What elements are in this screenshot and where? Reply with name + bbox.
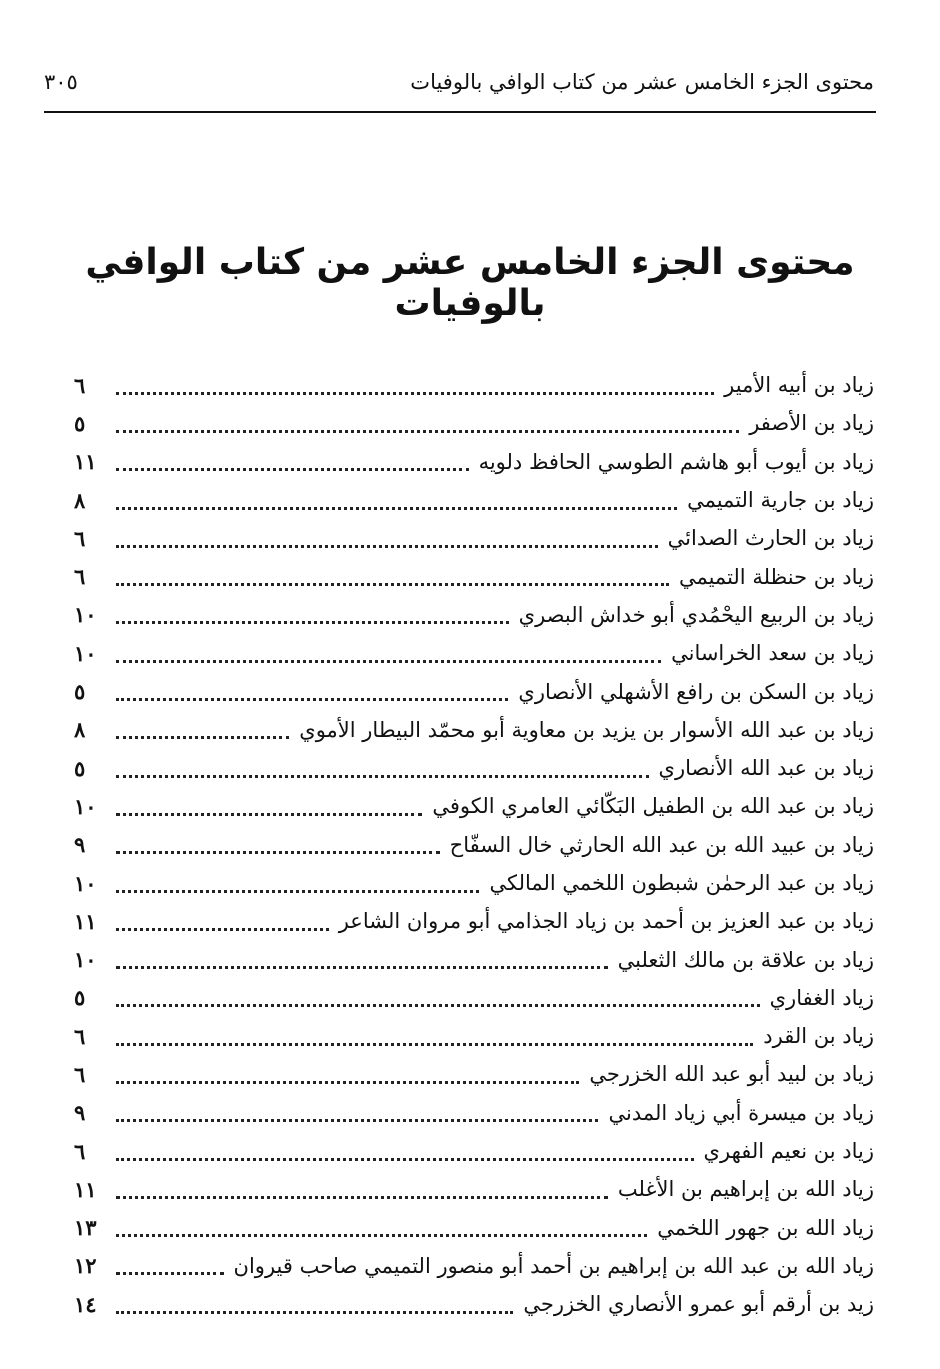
- dot-leader: [116, 1311, 513, 1314]
- toc-entry: [74, 940, 874, 978]
- toc-entry-page: ٥: [74, 410, 86, 436]
- dot-leader: [116, 851, 440, 854]
- toc-entry: [74, 711, 874, 749]
- dot-leader: [116, 430, 739, 433]
- dot-leader: [116, 775, 649, 778]
- toc-entry-name: زياد بن نعيم الفهري: [703, 1139, 874, 1164]
- toc-entry-name: زياد بن عبيد الله بن عبد الله الحارثي خال السفّاح: [449, 832, 874, 857]
- toc-entry: [74, 826, 874, 864]
- toc-entry-name: زياد بن أبيه الأمير: [724, 373, 874, 398]
- toc-entry: [74, 366, 874, 404]
- toc-entry-page: ١٤: [74, 1291, 97, 1317]
- header-divider: [44, 111, 876, 113]
- toc-entry-name: زياد بن سعد الخراساني: [671, 641, 874, 666]
- toc-entry-page: ١٠: [74, 793, 97, 819]
- toc-entry-page: ٨: [74, 717, 86, 743]
- toc-entry-page: ١٠: [74, 602, 97, 628]
- toc-entry: [74, 557, 874, 595]
- toc-entry-name: زياد بن عبد الله بن الطفيل البَكّائي العامري الكوفي: [432, 794, 874, 819]
- toc-entry: [74, 979, 874, 1017]
- toc-entry-name: زياد بن القرد: [763, 1024, 874, 1049]
- toc-entry-name: زياد بن ميسرة أبي زياد المدني: [608, 1100, 874, 1125]
- toc-entry-page: ١١: [74, 449, 97, 475]
- toc-entry-page: ١١: [74, 1176, 97, 1202]
- dot-leader: [116, 928, 329, 931]
- toc-entry-page: ٦: [74, 525, 86, 551]
- toc-entry-page: ١٢: [74, 1253, 97, 1279]
- toc-entry-name: زياد الغفاري: [769, 985, 874, 1010]
- page-title: محتوى الجزء الخامس عشر من كتاب الوافي بالوفيات: [85, 242, 855, 325]
- toc-entry-name: زياد بن جارية التميمي: [687, 488, 874, 513]
- dot-leader: [116, 1119, 598, 1122]
- toc-entry-name: زياد بن حنظلة التميمي: [678, 564, 874, 589]
- toc-entry-name: زياد بن الحارث الصدائي: [667, 526, 874, 551]
- toc-entry: [74, 864, 874, 902]
- toc-entry: [74, 1170, 874, 1208]
- dot-leader: [116, 468, 469, 471]
- table-of-contents: [74, 366, 874, 1323]
- toc-entry: [74, 1247, 874, 1285]
- toc-entry-page: ٩: [74, 1100, 86, 1126]
- toc-entry-name: زياد بن الأصفر: [749, 411, 874, 436]
- dot-leader: [116, 392, 714, 395]
- toc-entry-page: ١٠: [74, 947, 97, 973]
- toc-entry: [74, 1209, 874, 1247]
- dot-leader: [116, 507, 677, 510]
- toc-entry: [74, 1285, 874, 1323]
- dot-leader: [116, 621, 509, 624]
- toc-entry: [74, 1017, 874, 1055]
- toc-entry-name: زياد بن السكن بن رافع الأشهلي الأنصاري: [518, 679, 874, 704]
- toc-entry-page: ٥: [74, 755, 86, 781]
- toc-entry: [74, 749, 874, 787]
- dot-leader: [116, 660, 661, 663]
- toc-entry: [74, 634, 874, 672]
- toc-entry-page: ٥: [74, 679, 86, 705]
- toc-entry-page: ١٠: [74, 640, 97, 666]
- running-title: محتوى الجزء الخامس عشر من كتاب الوافي بالوفيات: [410, 70, 874, 94]
- toc-entry-page: ٨: [74, 487, 86, 513]
- toc-entry-name: زياد بن عبد الرحمٰن شبطون اللخمي المالكي: [489, 871, 874, 895]
- dot-leader: [116, 1081, 579, 1084]
- toc-entry: [74, 1094, 874, 1132]
- toc-entry-name: زياد بن الربيع اليحْمُدي أبو خداش البصري: [518, 602, 874, 627]
- toc-entry-name: زياد الله بن إبراهيم بن الأغلب: [617, 1177, 874, 1202]
- dot-leader: [116, 583, 669, 586]
- dot-leader: [116, 545, 658, 548]
- toc-entry-name: زياد الله بن عبد الله بن إبراهيم بن أحمد أبو منصور التميمي صاحب قيروان: [233, 1253, 874, 1278]
- dot-leader: [116, 736, 289, 739]
- toc-entry-page: ٦: [74, 1061, 86, 1087]
- dot-leader: [116, 966, 608, 969]
- toc-entry-name: زياد بن أيوب أبو هاشم الطوسي الحافظ دلويه: [478, 449, 874, 474]
- toc-entry-page: ١٠: [74, 870, 97, 896]
- toc-entry-page: ٦: [74, 372, 86, 398]
- toc-entry: [74, 596, 874, 634]
- dot-leader: [116, 890, 479, 893]
- toc-entry: [74, 481, 874, 519]
- page-number: ٣٠٥: [44, 70, 78, 94]
- toc-entry: [74, 443, 874, 481]
- dot-leader: [116, 813, 422, 816]
- toc-entry: [74, 1132, 874, 1170]
- toc-entry-page: ٩: [74, 832, 86, 858]
- toc-entry-page: ١١: [74, 908, 97, 934]
- toc-entry: [74, 404, 874, 442]
- toc-entry-page: ٥: [74, 985, 86, 1011]
- toc-entry: [74, 672, 874, 710]
- dot-leader: [116, 1234, 647, 1237]
- toc-entry-page: ١٣: [74, 1215, 97, 1241]
- toc-entry-name: زياد بن لبيد أبو عبد الله الخزرجي: [589, 1062, 874, 1087]
- toc-entry-name: زيد بن أرقم أبو عمرو الأنصاري الخزرجي: [523, 1292, 874, 1317]
- toc-entry: [74, 902, 874, 940]
- toc-entry-name: زياد بن عبد الله الأسوار بن يزيد بن معاوية أبو محمّد البيطار الأموي: [299, 717, 874, 742]
- toc-entry-page: ٦: [74, 1138, 86, 1164]
- toc-entry-name: زياد بن عبد العزيز بن أحمد بن زياد الجذامي أبو مروان الشاعر: [338, 909, 874, 934]
- toc-entry: [74, 519, 874, 557]
- running-header: [44, 62, 874, 102]
- toc-entry-name: زياد بن عبد الله الأنصاري: [658, 756, 874, 781]
- dot-leader: [116, 1158, 694, 1161]
- dot-leader: [116, 1043, 753, 1046]
- dot-leader: [116, 698, 508, 701]
- dot-leader: [116, 1272, 224, 1275]
- toc-entry-page: ٦: [74, 1023, 86, 1049]
- toc-entry: [74, 787, 874, 825]
- toc-entry-name: زياد الله بن جهور اللخمي: [657, 1215, 874, 1240]
- toc-entry-name: زياد بن علاقة بن مالك الثعلبي: [617, 947, 874, 972]
- dot-leader: [116, 1196, 608, 1199]
- dot-leader: [116, 1004, 760, 1007]
- toc-entry: [74, 1055, 874, 1093]
- toc-entry-page: ٦: [74, 564, 86, 590]
